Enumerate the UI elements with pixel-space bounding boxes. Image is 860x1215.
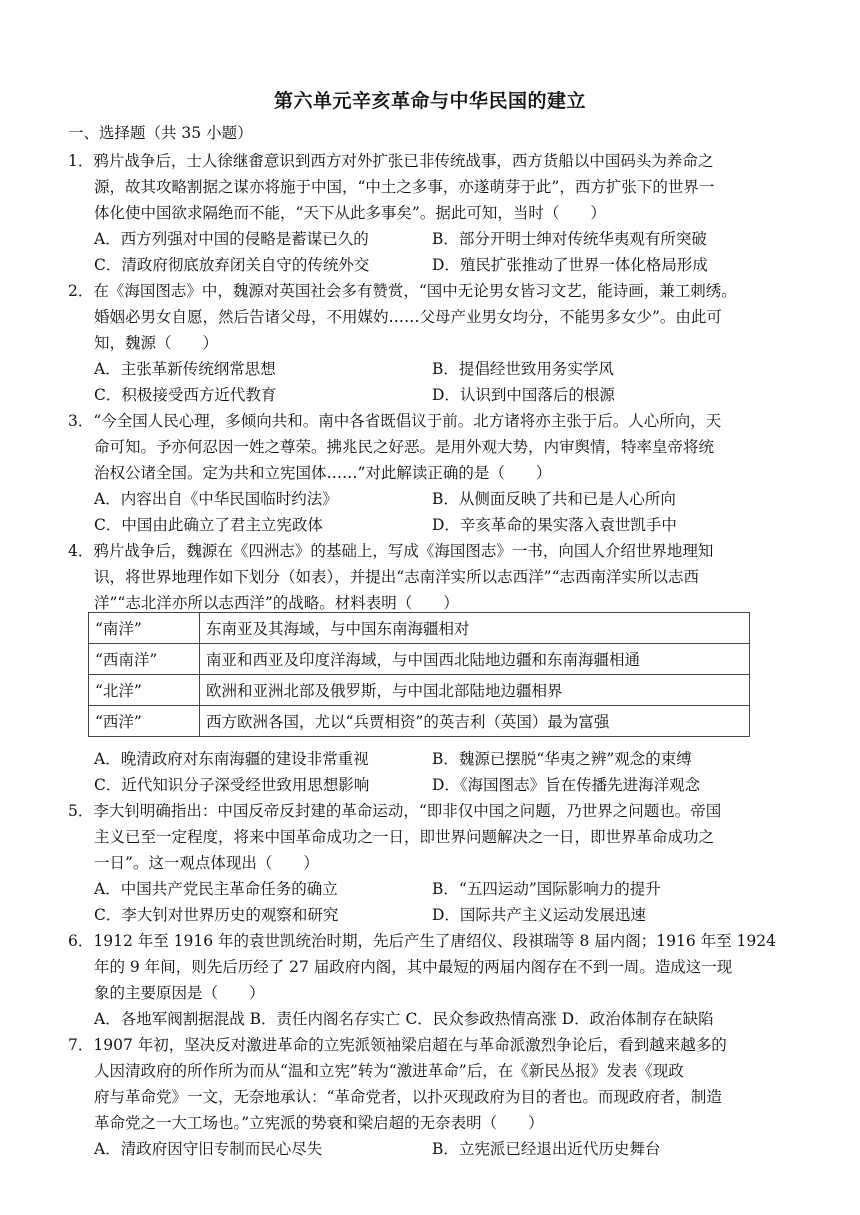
table-cell-description: 南亚和西亚及印度洋海域，与中国西北陆地边疆和东南海疆相通 bbox=[200, 644, 750, 675]
question-4-option-b[interactable]: B．魏源已摆脱“华夷之辨”观念的束缚 bbox=[432, 750, 692, 768]
table-cell-region: “南洋” bbox=[89, 613, 200, 644]
question-2-option-c[interactable]: C．积极接受西方近代教育 bbox=[94, 386, 277, 404]
question-6-line-3: 象的主要原因是（ ） bbox=[94, 984, 265, 1002]
question-2-line-1: 2．在《海国图志》中，魏源对英国社会多有赞赏，“国中无论男女皆习文艺，能诗画，兼工刺绣。 bbox=[68, 282, 737, 300]
question-3-line-1: 3．“今全国人民心理，多倾向共和。南中各省既倡议于前。北方诸将亦主张于后。人心所向，天 bbox=[68, 412, 722, 430]
question-4-line-1: 4．鸦片战争后，魏源在《四洲志》的基础上，写成《海国图志》一书，向国人介绍世界地理知 bbox=[68, 542, 714, 560]
question-5-line-1: 5．李大钊明确指出：中国反帝反封建的革命运动，“即非仅中国之问题，乃世界之问题也。帝国 bbox=[68, 802, 722, 820]
question-1-option-c[interactable]: C．清政府彻底放弃闭关自守的传统外交 bbox=[94, 256, 370, 274]
question-1-line-1: 1．鸦片战争后，士人徐继畬意识到西方对外扩张已非传统战事，西方货船以中国码头为养命之 bbox=[68, 152, 714, 170]
question-5-option-a[interactable]: A．中国共产党民主革命任务的确立 bbox=[94, 880, 338, 898]
table-row bbox=[89, 644, 750, 675]
question-3-option-a[interactable]: A．内容出自《中华民国临时约法》 bbox=[94, 490, 338, 508]
page-title: 第六单元辛亥革命与中华民国的建立 bbox=[273, 90, 586, 112]
question-1-option-d[interactable]: D．殖民扩张推动了世界一体化格局形成 bbox=[432, 256, 708, 274]
table-cell-region: “北洋” bbox=[89, 675, 200, 706]
question-7-line-3: 府与革命党》一文，无奈地承认：“革命党者，以扑灭现政府为目的者也。而现政府者，制造 bbox=[94, 1088, 722, 1106]
question-5-option-c[interactable]: C．李大钊对世界历史的观察和研究 bbox=[94, 906, 339, 924]
table-cell-description: 东南亚及其海域，与中国东南海疆相对 bbox=[200, 613, 750, 644]
question-6-options[interactable]: A．各地军阀割据混战 B．责任内阁名存实亡 C．民众参政热情高涨 D．政治体制存在缺陷 bbox=[94, 1010, 714, 1028]
table-cell-region: “西南洋” bbox=[89, 644, 200, 675]
question-1-line-2: 源，故其攻略割据之谋亦将施于中国，“中土之多事，亦遂萌芽于此”，西方扩张下的世界一 bbox=[94, 178, 715, 196]
table-row bbox=[89, 613, 750, 644]
question-7-line-2: 人因清政府的所作所为而从“温和立宪”转为“激进革命”后，在《新民丛报》发表《现政 bbox=[94, 1062, 684, 1080]
question-4-option-d[interactable]: D．《海国图志》旨在传播先进海洋观念 bbox=[432, 776, 701, 794]
table-cell-description: 欧洲和亚洲北部及俄罗斯，与中国北部陆地边疆相界 bbox=[200, 675, 750, 706]
world-geography-table bbox=[88, 612, 750, 737]
question-5-line-3: 一日”。这一观点体现出（ ） bbox=[94, 854, 319, 872]
question-3-line-2: 命可知。予亦何忍因一姓之尊荣。拂兆民之好恶。是用外观大势，内审舆情，特率皇帝将统 bbox=[94, 438, 715, 456]
question-4-line-3: 洋”“志北洋亦所以志西洋”的战略。材料表明（ ） bbox=[94, 594, 459, 612]
table-cell-description: 西方欧洲各国，尤以“兵贾相资”的英吉利（英国）最为富强 bbox=[200, 706, 750, 737]
question-2-option-a[interactable]: A．主张革新传统纲常思想 bbox=[94, 360, 276, 378]
question-3-option-d[interactable]: D．辛亥革命的果实落入袁世凯手中 bbox=[432, 516, 677, 534]
question-2-option-d[interactable]: D．认识到中国落后的根源 bbox=[432, 386, 615, 404]
question-4-option-a[interactable]: A．晚清政府对东南海疆的建设非常重视 bbox=[94, 750, 369, 768]
section-heading: 一、选择题（共 35 小题） bbox=[68, 124, 253, 142]
table-row bbox=[89, 706, 750, 737]
question-3-line-3: 治权公诸全国。定为共和立宪国体……”对此解读正确的是（ ） bbox=[94, 464, 552, 482]
table-row bbox=[89, 675, 750, 706]
question-3-option-c[interactable]: C．中国由此确立了君主立宪政体 bbox=[94, 516, 323, 534]
question-7-option-b[interactable]: B．立宪派已经退出近代历史舞台 bbox=[432, 1140, 661, 1158]
question-7-line-4: 革命党之一大工场也。”立宪派的势衰和梁启超的无奈表明（ ） bbox=[94, 1114, 544, 1132]
question-1-option-b[interactable]: B．部分开明士绅对传统华夷观有所突破 bbox=[432, 230, 707, 248]
question-2-line-3: 知，魏源（ ） bbox=[94, 334, 219, 352]
question-1-option-a[interactable]: A．西方列强对中国的侵略是蓄谋已久的 bbox=[94, 230, 369, 248]
question-6-line-2: 年的 9 年间，则先后历经了 27 届政府内阁，其中最短的两届内阁存在不到一周。造成这一现 bbox=[94, 958, 733, 976]
question-5-line-2: 主义已至一定程度，将来中国革命成功之一日，即世界问题解决之一日，即世界革命成功之 bbox=[94, 828, 715, 846]
table-cell-region: “西洋” bbox=[89, 706, 200, 737]
question-7-option-a[interactable]: A．清政府因守旧专制而民心尽失 bbox=[94, 1140, 323, 1158]
question-4-option-c[interactable]: C．近代知识分子深受经世致用思想影响 bbox=[94, 776, 370, 794]
question-7-line-1: 7．1907 年初，坚决反对激进革命的立宪派领袖梁启超在与革命派激烈争论后，看到越来越多的 bbox=[68, 1036, 727, 1054]
question-6-line-1: 6．1912 年至 1916 年的袁世凯统治时期，先后产生了唐绍仪、段祺瑞等 8 届内阁；1916 年至 1924 bbox=[68, 932, 776, 950]
question-4-line-2: 识，将世界地理作如下划分（如表），并提出“志南洋实所以志西洋”“志西南洋实所以志西 bbox=[94, 568, 700, 586]
question-2-option-b[interactable]: B．提倡经世致用务实学风 bbox=[432, 360, 614, 378]
question-2-line-2: 婚姻必男女自愿，然后告诸父母，不用媒妁……父母产业男女均分，不能男多女少”。由此可 bbox=[94, 308, 722, 326]
question-1-line-3: 体化使中国欲求隔绝而不能，“天下从此多事矣”。据此可知，当时（ ） bbox=[94, 204, 606, 222]
question-5-option-b[interactable]: B．“五四运动”国际影响力的提升 bbox=[432, 880, 661, 898]
question-5-option-d[interactable]: D．国际共产主义运动发展迅速 bbox=[432, 906, 646, 924]
question-3-option-b[interactable]: B．从侧面反映了共和已是人心所向 bbox=[432, 490, 676, 508]
